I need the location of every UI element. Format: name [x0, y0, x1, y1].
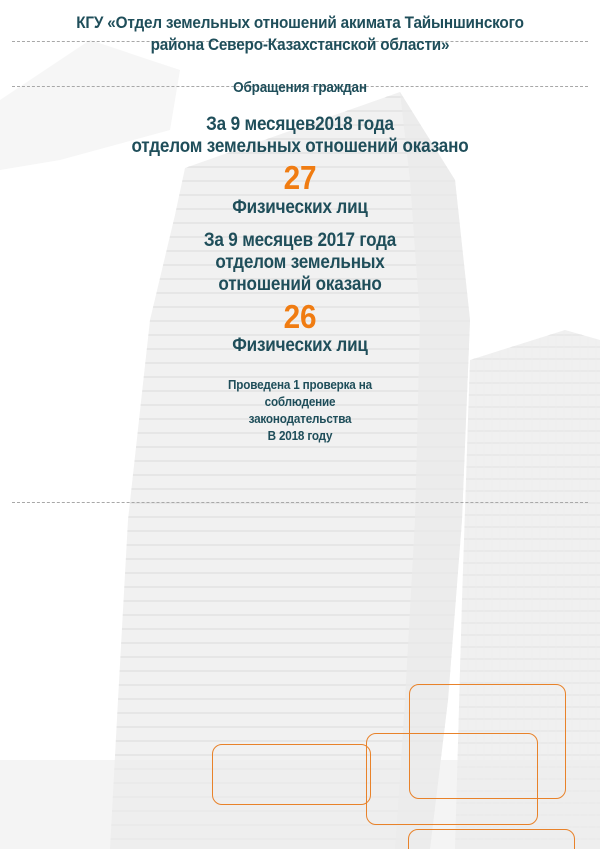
organization-title-line1: КГУ «Отдел земельных отношений акимата Тайыншинского [76, 13, 524, 32]
block-2018-unit: Физических лиц [232, 197, 368, 218]
block-2017-unit: Физических лиц [232, 335, 368, 356]
decorative-frame-middle [366, 733, 538, 825]
inspection-line3: законодательства [248, 411, 352, 426]
block-2017-line2: отделом земельных [215, 252, 385, 273]
inspection-line4: В 2018 году [267, 428, 333, 443]
section-title: Обращения граждан [233, 79, 367, 96]
inspection-line1: Проведена 1 проверка на [228, 377, 372, 392]
block-2017-line3: отношений оказано [218, 274, 382, 295]
block-2018-line1: За 9 месяцев2018 года [206, 114, 394, 135]
block-2017-line1: За 9 месяцев 2017 года [203, 230, 397, 251]
inspection-note [30, 376, 570, 444]
block-2018-text [30, 114, 570, 158]
decorative-frame-left [212, 744, 371, 805]
block-2017-text [30, 230, 570, 296]
organization-title-line2: района Северо-Казахстанской области» [150, 35, 450, 54]
inspection-line2: соблюдение [264, 394, 336, 409]
block-2018-count: 27 [283, 159, 317, 196]
block-2018-line2: отделом земельных отношений оказано [131, 136, 469, 157]
block-2017-count: 26 [283, 298, 317, 335]
bottom-divider [12, 502, 588, 503]
organization-title [30, 12, 570, 56]
decorative-frame-bottom [408, 829, 575, 849]
